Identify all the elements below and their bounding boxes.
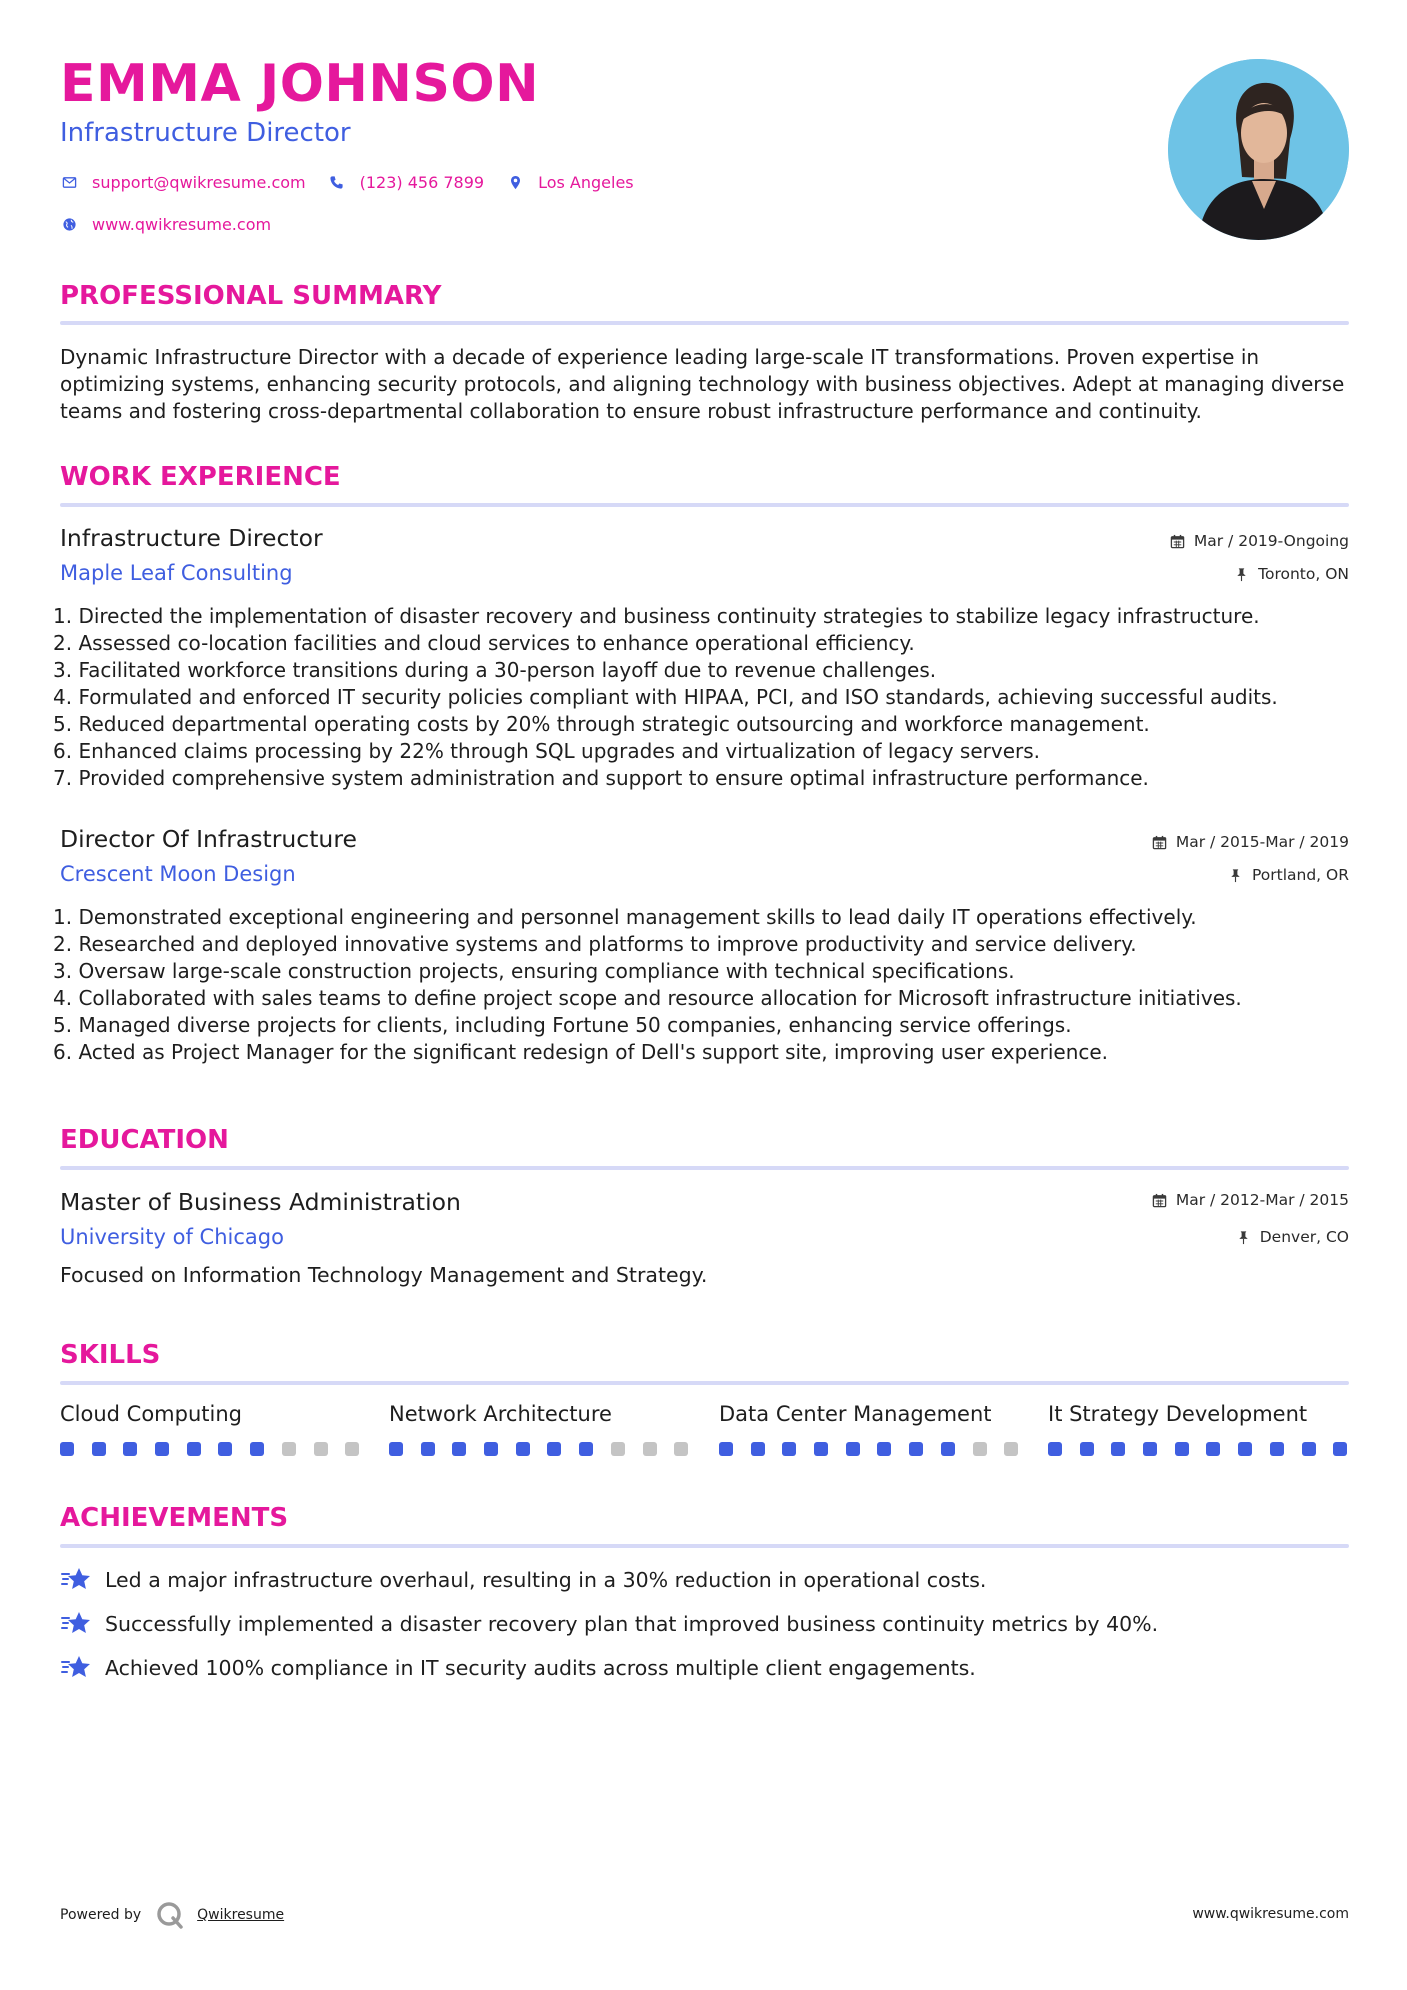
skill-rating [60,1442,377,1456]
skill-name: Cloud Computing [60,1402,242,1426]
job-dates-text: Mar / 2019-Ongoing [1193,532,1349,550]
company-name: Crescent Moon Design [60,862,296,886]
bullet-item: 4. Collaborated with sales teams to define project scope and resource allocation for Microsoft infrastructure initiatives. [53,986,1242,1010]
bullet-item: 2. Assessed co-location facilities and cloud services to enhance operational efficiency. [53,631,915,655]
job-location-text: Portland, OR [1251,866,1349,884]
achievement-text: Led a major infrastructure overhaul, resulting in a 30% reduction in operational costs. [105,1568,987,1592]
education-location-text: Denver, CO [1259,1228,1349,1246]
skill-name: Network Architecture [389,1402,612,1426]
bullet-item: 3. Facilitated workforce transitions during a 30-person layoff due to revenue challenges. [53,658,937,682]
star-icon [60,1566,92,1594]
footer-powered-by [60,1900,284,1930]
job-title: Infrastructure Director [60,524,323,552]
footer-website[interactable]: www.qwikresume.com [1192,1906,1349,1922]
skill-dot-empty [973,1442,987,1456]
skill-dot-filled [877,1442,891,1456]
bullet-item: 2. Researched and deployed innovative systems and platforms to improve productivity and service delivery. [53,932,1137,956]
profile-photo [1168,59,1349,240]
skill-item [1048,1402,1365,1456]
skill-dot-empty [282,1442,296,1456]
skill-dot-empty [1004,1442,1018,1456]
bullet-item: 5. Managed diverse projects for clients, including Fortune 50 companies, enhancing service offerings. [53,1013,1072,1037]
education-dates [1152,1191,1349,1209]
education-heading: EDUCATION [60,1125,229,1155]
skill-dot-filled [250,1442,264,1456]
envelope-icon [58,174,80,192]
education-dates-text: Mar / 2012-Mar / 2015 [1175,1191,1349,1209]
skill-dot-filled [516,1442,530,1456]
achievement-item [60,1654,976,1682]
achievement-text: Successfully implemented a disaster recovery plan that improved business continuity metrics by 40%. [105,1612,1159,1636]
skill-dot-filled [941,1442,955,1456]
skill-dot-filled [389,1442,403,1456]
pushpin-icon [1234,567,1249,582]
website-link[interactable]: www.qwikresume.com [92,215,272,234]
skill-dot-filled [155,1442,169,1456]
company-name: Maple Leaf Consulting [60,561,293,585]
calendar-icon [1152,1193,1167,1208]
skill-dot-filled [1111,1442,1125,1456]
bullet-item: 6. Enhanced claims processing by 22% through SQL upgrades and virtualization of legacy servers. [53,739,1041,763]
pushpin-icon [1236,1230,1251,1245]
skill-dot-filled [782,1442,796,1456]
skill-dot-filled [92,1442,106,1456]
candidate-title: Infrastructure Director [60,118,351,148]
job-location [1228,866,1349,884]
achievements-divider [60,1544,1349,1548]
globe-icon [58,216,80,234]
skill-dot-filled [1175,1442,1189,1456]
skill-dot-empty [674,1442,688,1456]
summary-heading: PROFESSIONAL SUMMARY [60,281,442,311]
bullet-item: 7. Provided comprehensive system administration and support to ensure optimal infrastructure performance. [53,766,1149,790]
bullet-item: 5. Reduced departmental operating costs by 20% through strategic outsourcing and workforce management. [53,712,1150,736]
skill-dot-filled [814,1442,828,1456]
job-location [1234,565,1349,583]
skill-dot-filled [1080,1442,1094,1456]
education-description: Focused on Information Technology Management and Strategy. [60,1263,708,1287]
skill-rating [719,1442,1036,1456]
summary-text: Dynamic Infrastructure Director with a decade of experience leading large-scale IT transformations. Proven expertise in optimizing systems, enhancing security protocols, and aligning technology with business objectives. Adept at managing diverse teams and fostering cross-departmental collaboration to ensure robust infrastructure performance and continuity. [60,345,1345,423]
degree-title: Master of Business Administration [60,1188,461,1216]
skill-dot-filled [123,1442,137,1456]
skill-dot-filled [909,1442,923,1456]
skill-dot-filled [484,1442,498,1456]
skill-dot-filled [1333,1442,1347,1456]
skill-rating [389,1442,706,1456]
bullet-item: 1. Directed the implementation of disaster recovery and business continuity strategies to stabilize legacy infrastructure. [53,604,1260,628]
job-bullets [53,904,1353,1066]
summary-divider [60,321,1349,325]
skill-dot-filled [846,1442,860,1456]
skill-dot-filled [218,1442,232,1456]
contact-row [58,173,634,192]
skill-dot-filled [1206,1442,1220,1456]
school-name: University of Chicago [60,1225,284,1249]
qwikresume-logo-icon [155,1900,185,1930]
bullet-item: 6. Acted as Project Manager for the significant redesign of Dell's support site, improving user experience. [53,1040,1109,1064]
skill-dot-empty [345,1442,359,1456]
star-icon [60,1610,92,1638]
email-link[interactable]: support@qwikresume.com [92,173,306,192]
job-dates-text: Mar / 2015-Mar / 2019 [1175,833,1349,851]
job-title: Director Of Infrastructure [60,825,357,853]
achievements-heading: ACHIEVEMENTS [60,1503,289,1533]
skill-dot-filled [1238,1442,1252,1456]
bullet-item: 1. Demonstrated exceptional engineering and personnel management skills to lead daily IT operations effectively. [53,905,1197,929]
job-dates [1152,833,1349,851]
skill-dot-empty [643,1442,657,1456]
location-text: Los Angeles [538,173,634,192]
experience-heading: WORK EXPERIENCE [60,462,341,492]
star-icon [60,1654,92,1682]
job-location-text: Toronto, ON [1258,565,1349,583]
job-bullets [53,603,1353,792]
achievement-item [60,1610,1158,1638]
skill-dot-filled [60,1442,74,1456]
qwikresume-link[interactable]: Qwikresume [197,1907,285,1923]
pushpin-icon [1228,868,1243,883]
powered-by-label: Powered by [60,1907,142,1923]
skill-dot-filled [1270,1442,1284,1456]
skill-name: It Strategy Development [1048,1402,1308,1426]
skills-heading: SKILLS [60,1340,161,1370]
skill-name: Data Center Management [719,1402,992,1426]
skill-item [60,1402,377,1456]
achievement-item [60,1566,986,1594]
skill-item [719,1402,1036,1456]
skills-divider [60,1381,1349,1385]
phone-icon [326,174,348,192]
skill-rating [1048,1442,1365,1456]
bullet-item: 3. Oversaw large-scale construction projects, ensuring compliance with technical specifications. [53,959,1015,983]
skill-dot-filled [751,1442,765,1456]
calendar-icon [1170,534,1185,549]
skill-dot-filled [452,1442,466,1456]
skill-dot-filled [1302,1442,1316,1456]
phone-number[interactable]: (123) 456 7899 [359,173,485,192]
skill-dot-filled [421,1442,435,1456]
skill-dot-filled [579,1442,593,1456]
job-dates [1170,532,1349,550]
education-location [1236,1228,1349,1246]
experience-divider [60,503,1349,507]
achievement-text: Achieved 100% compliance in IT security audits across multiple client engagements. [105,1656,976,1680]
education-divider [60,1166,1349,1170]
skill-dot-filled [547,1442,561,1456]
bullet-item: 4. Formulated and enforced IT security policies compliant with HIPAA, PCI, and ISO standards, achieving successful audits. [53,685,1278,709]
skill-dot-filled [1048,1442,1062,1456]
skill-dot-empty [314,1442,328,1456]
candidate-name: EMMA JOHNSON [60,54,540,114]
skill-item [389,1402,706,1456]
website-row [58,215,271,234]
skill-dot-filled [1143,1442,1157,1456]
calendar-icon [1152,835,1167,850]
skill-dot-empty [611,1442,625,1456]
skill-dot-filled [719,1442,733,1456]
map-pin-icon [504,174,526,192]
skill-dot-filled [187,1442,201,1456]
